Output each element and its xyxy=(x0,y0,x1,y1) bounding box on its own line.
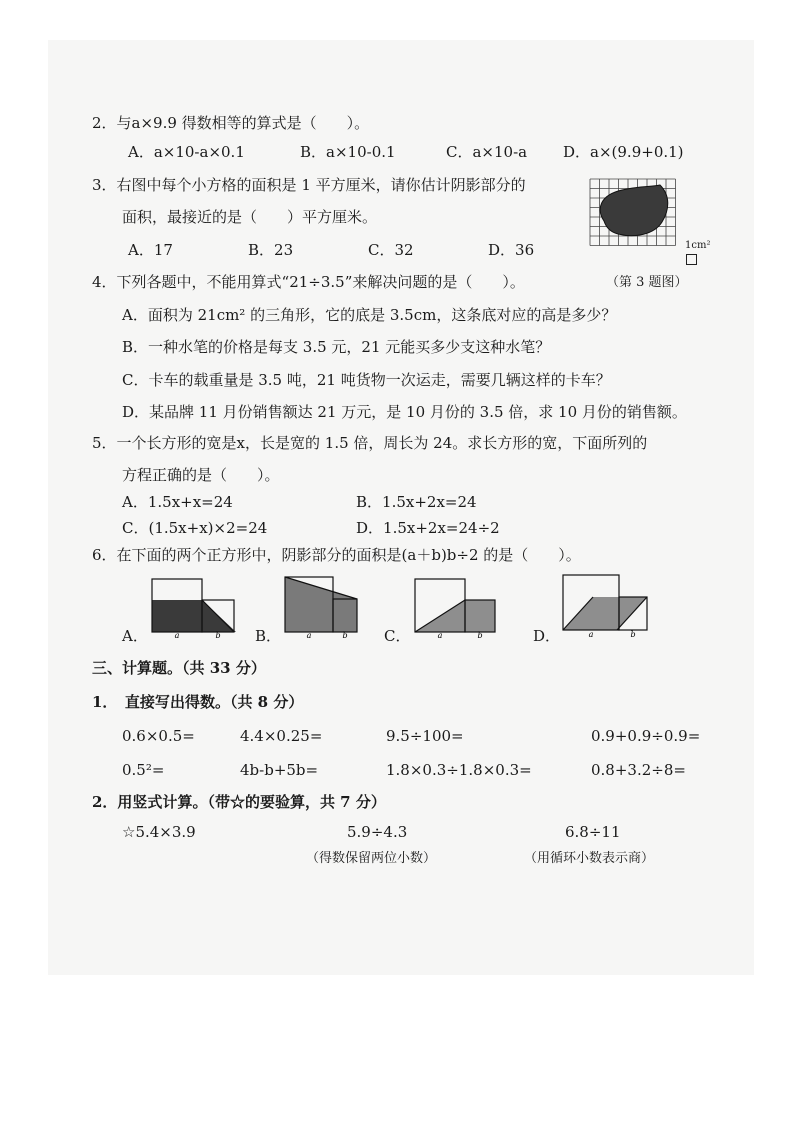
calc-1-3: 9.5÷100= xyxy=(386,727,464,745)
q3-option-a: A．17 xyxy=(128,241,173,259)
q3-stem-line2: 面积，最接近的是（ ）平方厘米。 xyxy=(122,208,378,226)
q6-figure-a xyxy=(150,577,240,639)
section3-part1-title: 1． 直接写出得数。（共 8 分） xyxy=(92,693,304,711)
q5-stem-line1: 5．一个长方形的宽是x，长是宽的 1.5 倍，周长为 24。求长方形的宽，下面所列的 xyxy=(92,434,648,452)
q3-stem-line1: 3．右图中每个小方格的面积是 1 平方厘米，请你估计阴影部分的 xyxy=(92,176,526,194)
q6-c-label-a: a xyxy=(437,631,443,640)
q6-option-d-letter: D． xyxy=(533,627,561,645)
q4-option-c: C．卡车的载重量是 3.5 吨，21 吨货物一次运走，需要几辆这样的卡车？ xyxy=(122,371,611,389)
q6-c-label-b: b xyxy=(477,631,483,640)
q6-option-b-letter: B． xyxy=(255,627,282,645)
q6-a-label-a: a xyxy=(174,631,180,640)
calc-2-4: 0.8+3.2÷8= xyxy=(591,761,686,779)
q6-b-label-b: b xyxy=(342,631,348,640)
q5-stem-line2: 方程正确的是（ ）。 xyxy=(122,466,280,484)
q6-figure-c xyxy=(413,577,503,639)
calc-1-4: 0.9+0.9÷0.9= xyxy=(591,727,701,745)
q3-grid-figure xyxy=(590,179,680,245)
q3-unit-square xyxy=(686,254,698,266)
q2-option-b: B．a×10-0.1 xyxy=(300,143,396,161)
q5-option-d: D．1.5x+2x=24÷2 xyxy=(356,519,500,537)
q6-a-label-b: b xyxy=(215,631,221,640)
q5-option-c: C．(1.5x+x)×2=24 xyxy=(122,519,268,537)
vertical-calc-2: 5.9÷4.3 xyxy=(347,823,408,841)
q2-option-d: D．a×(9.9+0.1) xyxy=(563,143,684,161)
calc-2-2: 4b-b+5b= xyxy=(240,761,319,779)
q6-b-label-a: a xyxy=(306,631,312,640)
q3-unit-label: 1cm² xyxy=(685,240,711,251)
vertical-calc-3-note: （用循环小数表示商） xyxy=(524,851,655,866)
q6-option-a-letter: A． xyxy=(122,627,148,645)
q4-option-a: A．面积为 21cm² 的三角形，它的底是 3.5cm，这条底对应的高是多少？ xyxy=(122,306,617,324)
q4-option-b: B．一种水笔的价格是每支 3.5 元，21 元能买多少支这种水笔？ xyxy=(122,338,551,356)
vertical-calc-3: 6.8÷11 xyxy=(565,823,621,841)
q6-d-label-b: b xyxy=(630,630,636,639)
q6-d-label-a: a xyxy=(588,630,594,639)
q2-option-c: C．a×10-a xyxy=(446,143,528,161)
calc-1-1: 0.6×0.5= xyxy=(122,727,195,745)
q3-option-b: B．23 xyxy=(248,241,294,259)
q3-option-c: C．32 xyxy=(368,241,414,259)
calc-2-3: 1.8×0.3÷1.8×0.3= xyxy=(386,761,532,779)
q6-stem: 6．在下面的两个正方形中，阴影部分的面积是(a＋b)b÷2 的是（ ）。 xyxy=(92,546,581,564)
q3-shaded-blob xyxy=(600,185,668,236)
calc-1-2: 4.4×0.25= xyxy=(240,727,323,745)
q4-stem: 4．下列各题中，不能用算式“21÷3.5”来解决问题的是（ ）。 xyxy=(92,273,525,291)
vertical-calc-2-note: （得数保留两位小数） xyxy=(306,851,437,866)
q6-figure-b xyxy=(283,575,363,639)
q5-option-a: A．1.5x+x=24 xyxy=(122,493,233,511)
q6-figure-d xyxy=(561,573,653,639)
q3-figure-caption: （第 3 题图） xyxy=(606,275,688,290)
q6-option-c-letter: C． xyxy=(384,627,411,645)
q2-option-a: A．a×10-a×0.1 xyxy=(128,143,245,161)
vertical-calc-1: ☆5.4×3.9 xyxy=(122,823,196,841)
q5-option-b: B．1.5x+2x=24 xyxy=(356,493,477,511)
q3-option-d: D．36 xyxy=(488,241,535,259)
calc-2-1: 0.5²= xyxy=(122,761,165,779)
q4-option-d: D．某品牌 11 月份销售额达 21 万元，是 10 月份的 3.5 倍，求 10 月份的销售额。 xyxy=(122,403,687,421)
q2-stem: 2．与a×9.9 得数相等的算式是（ ）。 xyxy=(92,114,370,132)
section3-title: 三、计算题。（共 33 分） xyxy=(92,659,266,677)
section3-part2-title: 2．用竖式计算。（带☆的要验算，共 7 分） xyxy=(92,793,386,811)
